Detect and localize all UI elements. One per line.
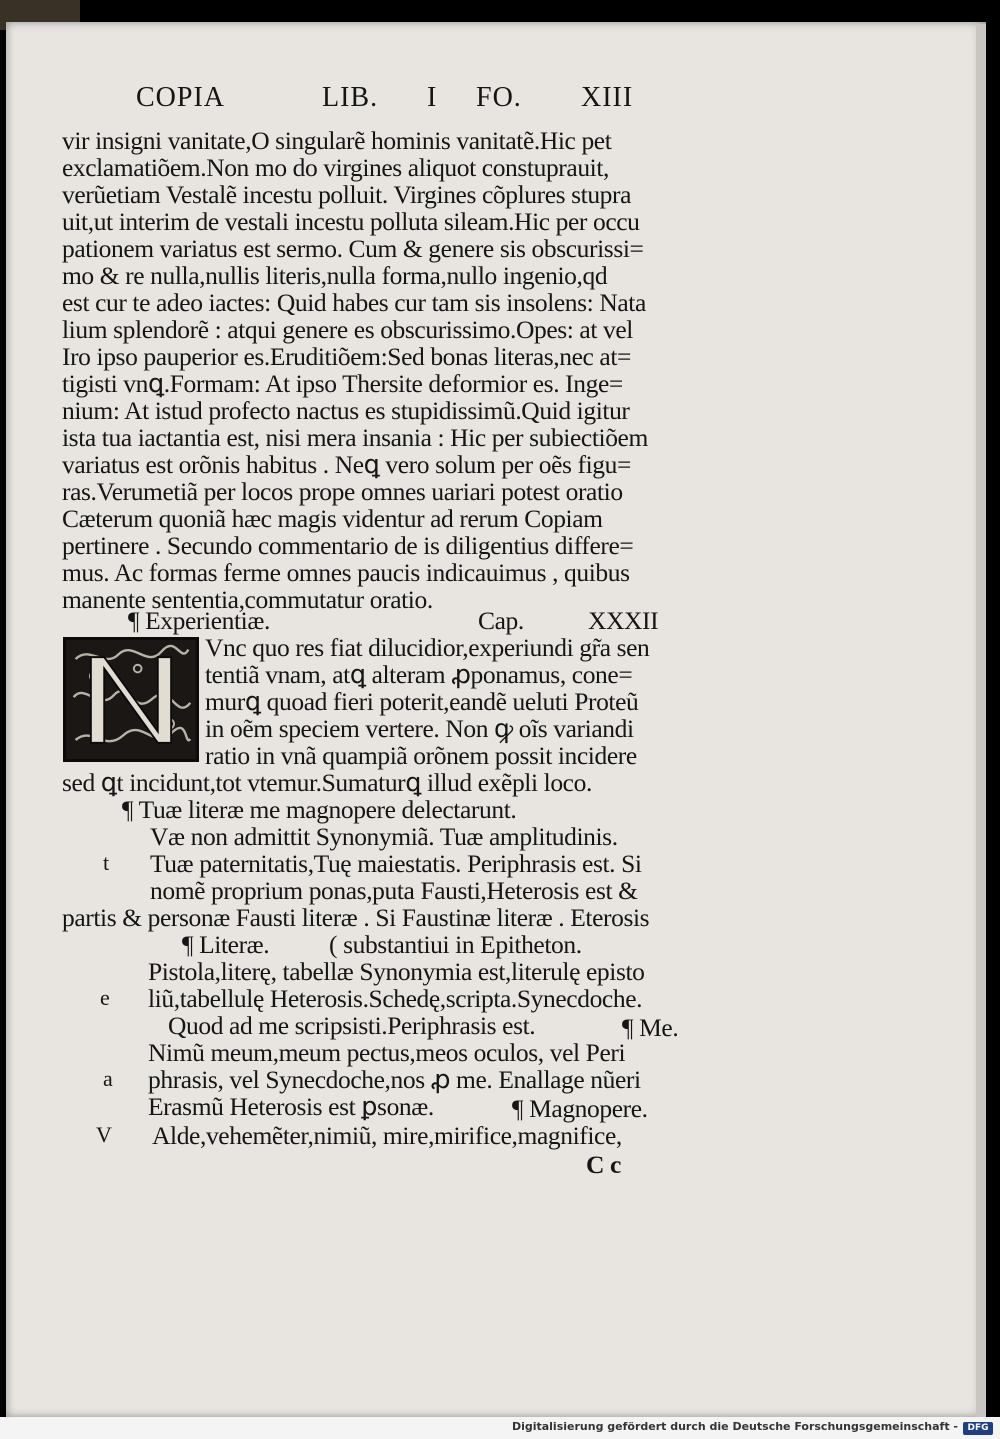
text-line: mus. Ac formas ferme omnes paucis indicauimus , quibus	[62, 558, 630, 587]
margin-letter: t	[103, 850, 109, 875]
text-line: manente sententia,commutatur oratio.	[62, 585, 433, 614]
text-line: mo & re nulla,nullis literis,nulla forma,nullo ingenio,qd	[62, 261, 608, 290]
text-line: ¶ Literæ. ( substantiui in Epitheton.	[182, 930, 582, 959]
text-line: ras.Verumetiã per locos prope omnes uariari potest oratio	[62, 477, 623, 506]
example-sentence: ¶ Tuæ literæ me magnopere delectarunt.	[122, 795, 517, 824]
text-line: lium splendorẽ : atqui genere es obscurissimo.Opes: at vel	[62, 315, 633, 344]
text-line: est cur te adeo iactes: Quid habes cur tam sis insolens: Nata	[62, 288, 646, 317]
text-line: ratio in vnã quampiã orõnem possit incidere	[205, 741, 637, 770]
text-line: exclamatiõem.Non mo do virgines aliquot constuprauit,	[62, 153, 610, 182]
margin-letter: V	[96, 1122, 112, 1147]
text-line: Tuæ paternitatis,Tuę maiestatis. Periphrasis est. Si	[150, 849, 642, 878]
text-line: variatus est orõnis habitus . Neꝗ vero solum per oẽs figu=	[62, 450, 631, 479]
margin-letter: a	[103, 1066, 113, 1091]
text-line: phrasis, vel Synecdoche,nos ꝓ me. Enallage nũeri	[148, 1065, 641, 1094]
text-line: Quod ad me scripsisti.Periphrasis est.	[168, 1011, 536, 1040]
text-line: Alde,vehemẽter,nimiũ, mire,mirifice,magnifice,	[152, 1121, 622, 1150]
dfg-logo-icon: DFG	[963, 1422, 993, 1435]
text-line: nomẽ proprium ponas,puta Fausti,Heterosis est &	[150, 876, 638, 905]
running-head-book-number: I	[427, 82, 438, 113]
signature-mark: C c	[586, 1150, 621, 1179]
running-head-lib: LIB.	[322, 82, 379, 113]
text-line: Nimũ meum,meum pectus,meos oculos, vel Peri	[148, 1038, 626, 1067]
chapter-cap-label: Cap.	[478, 606, 524, 635]
section-label-me: ¶ Me.	[622, 1013, 679, 1042]
text-line: murꝗ quoad fieri poterit,eandẽ ueluti Proteũ	[205, 687, 639, 716]
decorated-initial-n-icon	[63, 637, 199, 762]
text-line: pationem variatus est sermo. Cum & genere sis obscurissi=	[62, 234, 644, 263]
margin-letter: e	[100, 985, 110, 1010]
funding-footer: Digitalisierung gefördert durch die Deutsche Forschungsgemeinschaft -	[511, 1420, 958, 1433]
text-line: verũetiam Vestalẽ incestu polluit. Virgines cõplures stupra	[62, 180, 632, 209]
text-line: Iro ipso pauperior es.Eruditiõem:Sed bonas literas,nec at=	[62, 342, 632, 371]
text-line: uit,ut interim de vestali incestu polluta sileam.Hic per occu	[62, 207, 640, 236]
folio-number: XIII	[581, 82, 634, 113]
text-line: partis & personæ Fausti literæ . Si Faustinæ literæ . Eterosis	[62, 903, 650, 932]
text-line: Vnc quo res fiat dilucidior,experiundi gr̃a sen	[205, 633, 650, 662]
running-head-title: COPIA	[136, 82, 226, 113]
section-label-magnopere: ¶ Magnopere.	[512, 1094, 648, 1123]
chapter-number: XXXII	[588, 606, 659, 635]
text-line: liũ,tabellulę Heterosis.Schedę,scripta.Synecdoche.	[148, 984, 643, 1013]
text-line: Pistola,literę, tabellæ Synonymia est,literulę episto	[148, 957, 645, 986]
chapter-title: ¶ Experientiæ.	[128, 606, 270, 635]
text-line: tigisti vnꝗ.Formam: At ipso Thersite deformior es. Inge=	[62, 369, 623, 398]
text-line: Cæterum quoniã hæc magis videntur ad rerum Copiam	[62, 504, 603, 533]
text-line: nium: At istud profecto nactus es stupidissimũ.Quid igitur	[62, 396, 630, 425]
text-line: tentiã vnam, atꝗ alteram ꝓponamus, cone=	[205, 660, 633, 689]
text-line: ista tua iactantia est, nisi mera insania : Hic per subiectiõem	[62, 423, 648, 452]
text-line: vir insigni vanitate,O singularẽ hominis vanitatẽ.Hic pet	[62, 126, 612, 155]
text-line: Væ non admittit Synonymiã. Tuæ amplitudinis.	[150, 822, 618, 851]
text-line: sed ꝗt incidunt,tot vtemur.Sumaturꝗ illud exẽpli loco.	[62, 768, 592, 797]
text-line: Erasmũ Heterosis est ꝑsonæ.	[148, 1092, 434, 1121]
text-line: in oẽm speciem vertere. Non ꝙ oĩs variandi	[205, 714, 634, 743]
running-head-fo: FO.	[476, 82, 522, 113]
text-line: pertinere . Secundo commentario de is diligentius differe=	[62, 531, 634, 560]
